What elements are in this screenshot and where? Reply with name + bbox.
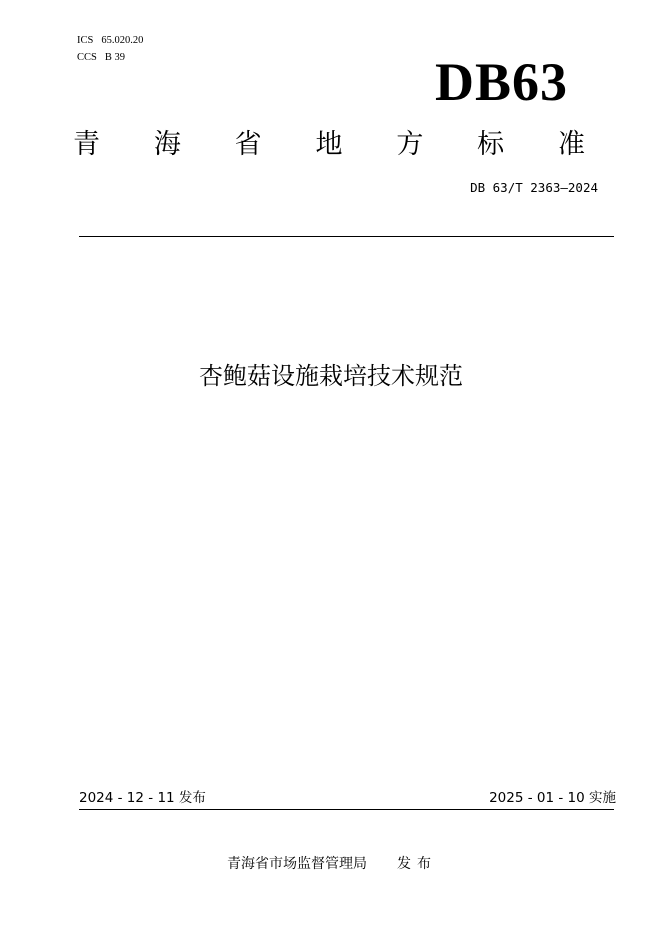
publisher-line <box>227 854 437 874</box>
standard-logo: DB63 <box>434 52 568 112</box>
standard-type-char: 省 <box>234 129 262 160</box>
implementation-date: 2025 - 01 - 10 实施 <box>489 790 616 806</box>
footer-divider <box>79 809 614 810</box>
standard-type-char: 青 <box>73 129 100 160</box>
publisher-action: 发布 <box>397 856 437 872</box>
standard-type-heading <box>73 125 585 165</box>
standard-type-char: 标 <box>477 129 505 160</box>
standard-type-char: 方 <box>396 129 424 160</box>
header-divider <box>79 236 614 237</box>
publisher-name: 青海省市场监督管理局 <box>227 856 367 872</box>
classification-codes <box>77 32 143 66</box>
ics-code: 65.020.20 <box>101 35 144 46</box>
document-title: 杏鲍菇设施栽培技术规范 <box>199 362 463 390</box>
ccs-row <box>77 49 143 66</box>
issue-date: 2024 - 12 - 11 发布 <box>79 790 206 806</box>
ccs-code: B 39 <box>104 52 125 63</box>
standard-type-char: 地 <box>315 129 343 160</box>
standard-type-char: 准 <box>557 129 585 160</box>
ics-row <box>77 32 143 49</box>
standard-type-char: 海 <box>153 129 181 160</box>
ccs-label: CCS <box>77 52 97 63</box>
ics-label: ICS <box>77 35 94 46</box>
standard-number: DB 63/T 2363—2024 <box>470 180 598 195</box>
